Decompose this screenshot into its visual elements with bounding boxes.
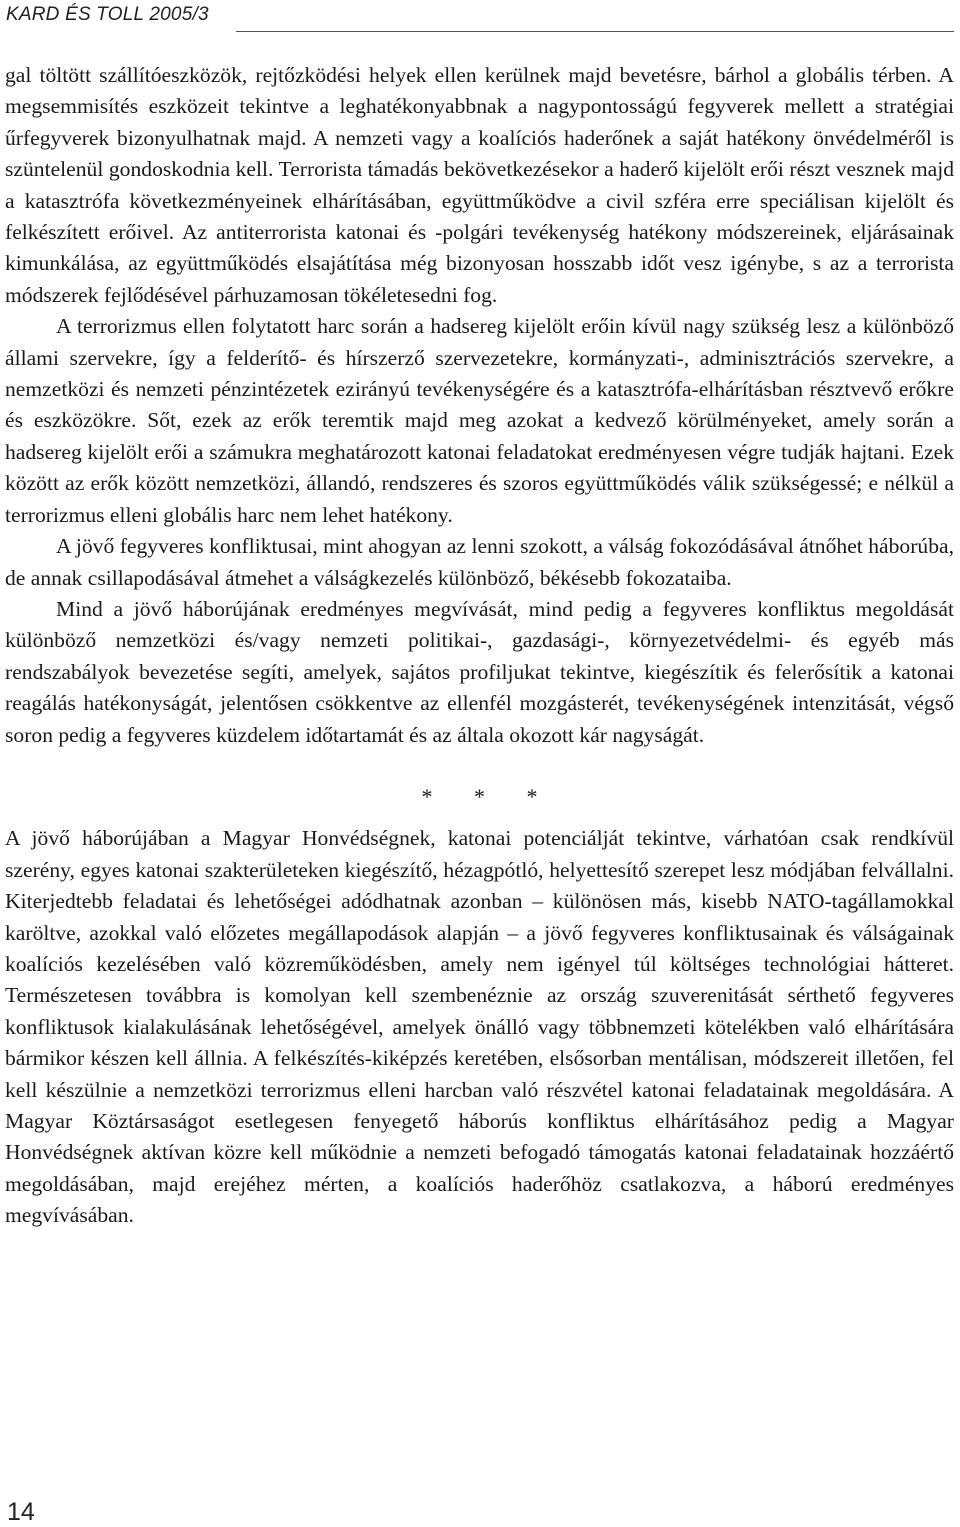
paragraph-4: Mind a jövő háborújának eredményes megvívását, mind pedig a fegyveres konfliktus megoldását különböző nemzetközi és/vagy nemzeti politikai-, gazdasági-, környezetvédelmi- és egyéb más rendszabályok bevezetése segíti, amelyek, sajátos profiljukat tekintve, kiegészítik és felerősítik a katonai reagálás hatékonyságát, jelentősen csökkentve az ellenfél mozgásterét, tevékenységének intenzitását, végső soron pedig a fegyveres küzdelem időtartamát és az általa okozott kár nagyságát. bbox=[5, 596, 954, 747]
running-header: KARD ÉS TOLL 2005/3 bbox=[6, 4, 209, 25]
page-number: 14 bbox=[7, 1498, 35, 1526]
paragraph-3: A jövő fegyveres konfliktusai, mint ahogyan az lenni szokott, a válság fokozódásával átnőhet háborúba, de annak csillapodásával átmehet a válságkezelés különböző, békésebb fokozataiba. bbox=[5, 534, 954, 590]
section-separator: * * * bbox=[421, 783, 538, 809]
paragraph-2: A terrorizmus ellen folytatott harc során a hadsereg kijelölt erőin kívül nagy szükség lesz a különböző állami szervekre, így a felderítő- és hírszerző szervezetekre, kormányzati-, adminisztrációs szervekre, a nemzetközi és nemzeti pénzintézetek ezirányú tevékenységére és a katasztrófa-elhárításban résztvevő erőkre és eszközökre. Sőt, ezek az erők teremtik majd meg azokat a kedvező körülményeket, amely során a hadsereg kijelölt erői a számukra meghatározott katonai feladatokat eredményesen végre tudják hajtani. Ezek között az erők között nemzetközi, állandó, rendszeres és szoros együttműködés válik szükségessé; e nélkül a terrorizmus elleni globális harc nem lehet hatékony. bbox=[5, 314, 954, 527]
paragraph-5: A jövő háborújában a Magyar Honvédségnek, katonai potenciálját tekintve, várhatóan csak rendkívül szerény, egyes katonai szakterületeken kiegészítő, hézagpótló, helyettesítő szerepet lesz módjában felvállalni. Kiterjedtebb feladatai és lehetőségei adódhatnak azonban – különösen más, kisebb NATO-tagállamokkal karöltve, azokkal való előzetes megállapodások alapján – a jövő fegyveres konfliktusainak és válságainak koalíciós kezelésében való közreműködésben, amely nem igényel túl költséges technológiai hátteret. Természetesen továbbra is komolyan kell szembenéznie az ország szuverenitását sérthető fegyveres konfliktusok kialakulásának lehetőségével, amelyek önálló vagy többnemzeti kötelékben való elhárítására bármikor készen kell állnia. A felkészítés-kiképzés keretében, elsősorban mentálisan, módszereit illetően, fel kell készülnie a nemzetközi terrorizmus elleni harcban való részvétel katonai feladatainak megoldására. A Magyar Köztársaságot esetlegesen fenyegető háborús konfliktus elhárításához pedig a Magyar Honvédségnek aktívan közre kell működnie a nemzeti befogadó támogatás katonai feladatainak hozzáértő megoldásában, majd erejéhez mérten, a koalíciós haderőhöz csatlakozva, a háború eredményes megvívásában. bbox=[5, 826, 954, 1228]
paragraph-1: gal töltött szállítóeszközök, rejtőzködési helyek ellen kerülnek majd bevetésre, bárhol a globális térben. A megsemmisítés eszközeit tekintve a leghatékonyabbnak a nagypontosságú fegyverek mellett a stratégiai űrfegyverek bizonyulhatnak majd. A nemzeti vagy a koalíciós haderőnek a saját hatékony önvédelméről is szüntelenül gondoskodnia kell. Terrorista támadás bekövetkezésekor a haderő kijelölt erői részt vesznek majd a katasztrófa következményeinek elhárításában, együttműködve a civil szféra erre speciálisan kijelölt és felkészített erőivel. Az antiterrorista katonai és -polgári tevékenység hatékony módszereinek, eljárásainak kimunkálása, az együttműködés elsajátítása még bizonyosan hosszabb időt vesz igénybe, s az a terrorista módszerek fejlődésével párhuzamosan tökéletesedni fog. bbox=[5, 63, 954, 307]
header-rule bbox=[236, 31, 954, 32]
article-body bbox=[5, 60, 954, 1232]
